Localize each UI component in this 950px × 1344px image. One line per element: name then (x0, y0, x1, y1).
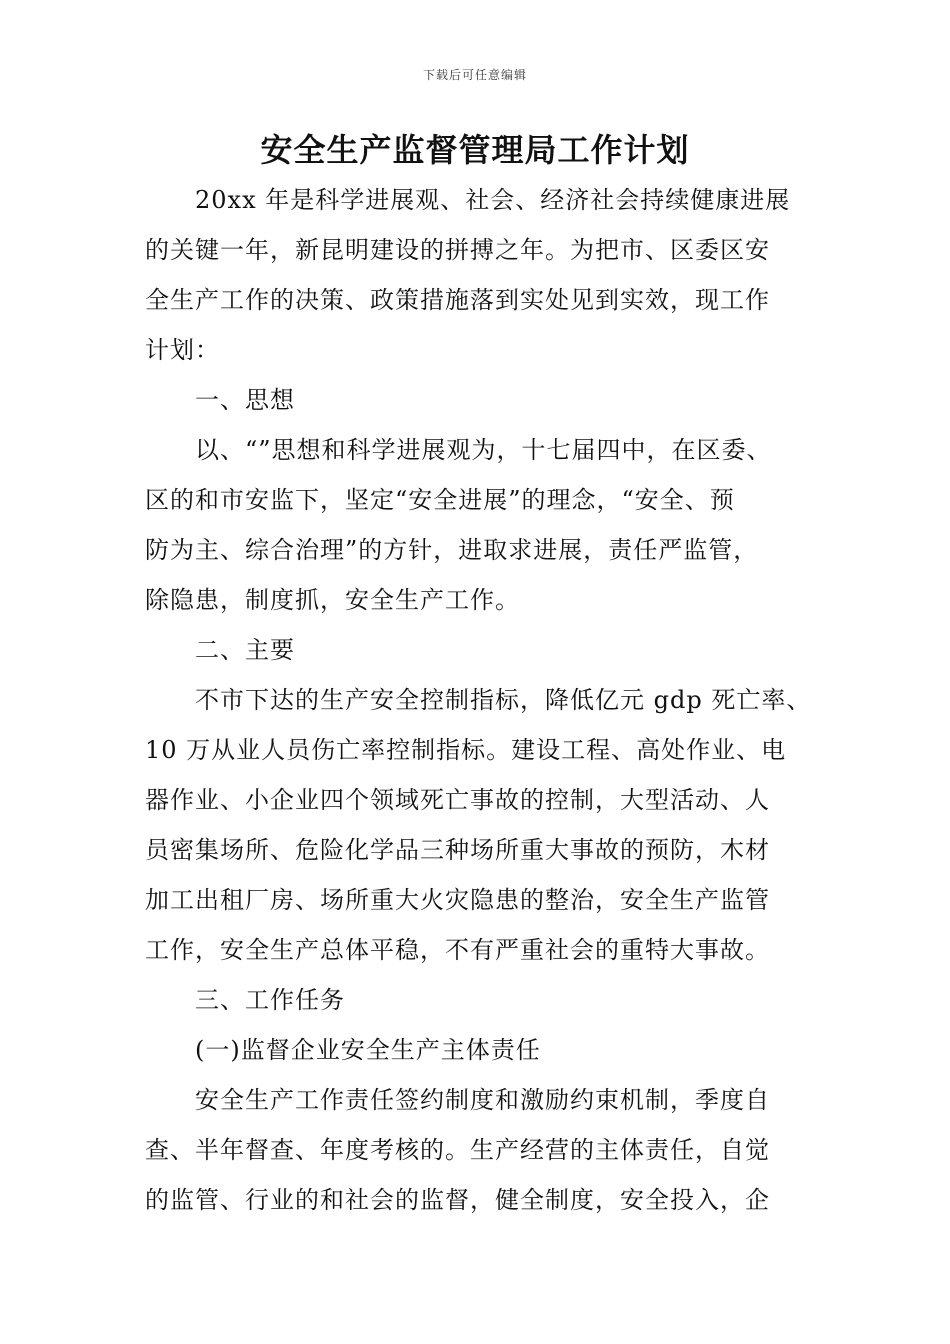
text-line: 除隐患，制度抓，安全生产工作。 (145, 586, 520, 614)
text-line: 以、“”思想和科学进展观为，十七届四中，在区委、 (195, 436, 772, 464)
text-line: 不市下达的生产安全控制指标，降低亿元 gdp 死亡率、 (195, 686, 812, 714)
text-line: 员密集场所、危险化学品三种场所重大事故的预防，木材 (145, 836, 770, 864)
text-line: 防为主、综合治理”的方针，进取求进展，责任严监管， (145, 536, 759, 564)
heading-text: 二、主要 (195, 636, 295, 664)
text-line: 工作，安全生产总体平稳，不有严重社会的重特大事故。 (145, 936, 770, 964)
tasks-paragraph (145, 1075, 825, 1225)
text-line: 加工出租厂房、场所重大火灾隐患的整治，安全生产监管 (145, 886, 770, 914)
text-line: 区的和市安监下，坚定“安全进展”的理念，“安全、预 (145, 486, 735, 514)
document-body (145, 175, 825, 1225)
section-heading-ideology (145, 375, 825, 425)
text-line: 的关键一年，新昆明建设的拼搏之年。为把市、区委区安 (145, 236, 770, 264)
text-line: 查、半年督查、年度考核的。生产经营的主体责任，自觉 (145, 1136, 770, 1164)
heading-text: (一)监督企业安全生产主体责任 (195, 1036, 541, 1064)
heading-text: 三、工作任务 (195, 986, 345, 1014)
text-line: 10 万从业人员伤亡率控制指标。建设工程、高处作业、电 (145, 736, 787, 764)
subsection-heading (145, 1025, 825, 1075)
text-line: 的监管、行业的和社会的监督，健全制度，安全投入，企 (145, 1186, 770, 1214)
section-heading-tasks (145, 975, 825, 1025)
text-line: 20xx 年是科学进展观、社会、经济社会持续健康进展 (195, 186, 791, 214)
text-line: 器作业、小企业四个领域死亡事故的控制，大型活动、人 (145, 786, 770, 814)
main-paragraph (145, 675, 825, 975)
text-line: 全生产工作的决策、政策措施落到实处见到实效，现工作 (145, 286, 770, 314)
section-heading-main (145, 625, 825, 675)
text-line: 计划： (145, 336, 220, 364)
text-line: 安全生产工作责任签约制度和激励约束机制，季度自 (195, 1086, 770, 1114)
heading-text: 一、思想 (195, 386, 295, 414)
document-title: 安全生产监督管理局工作计划 (260, 131, 690, 169)
header-note: 下载后可任意编辑 (422, 68, 527, 82)
intro-paragraph (145, 175, 825, 375)
ideology-paragraph (145, 425, 825, 625)
